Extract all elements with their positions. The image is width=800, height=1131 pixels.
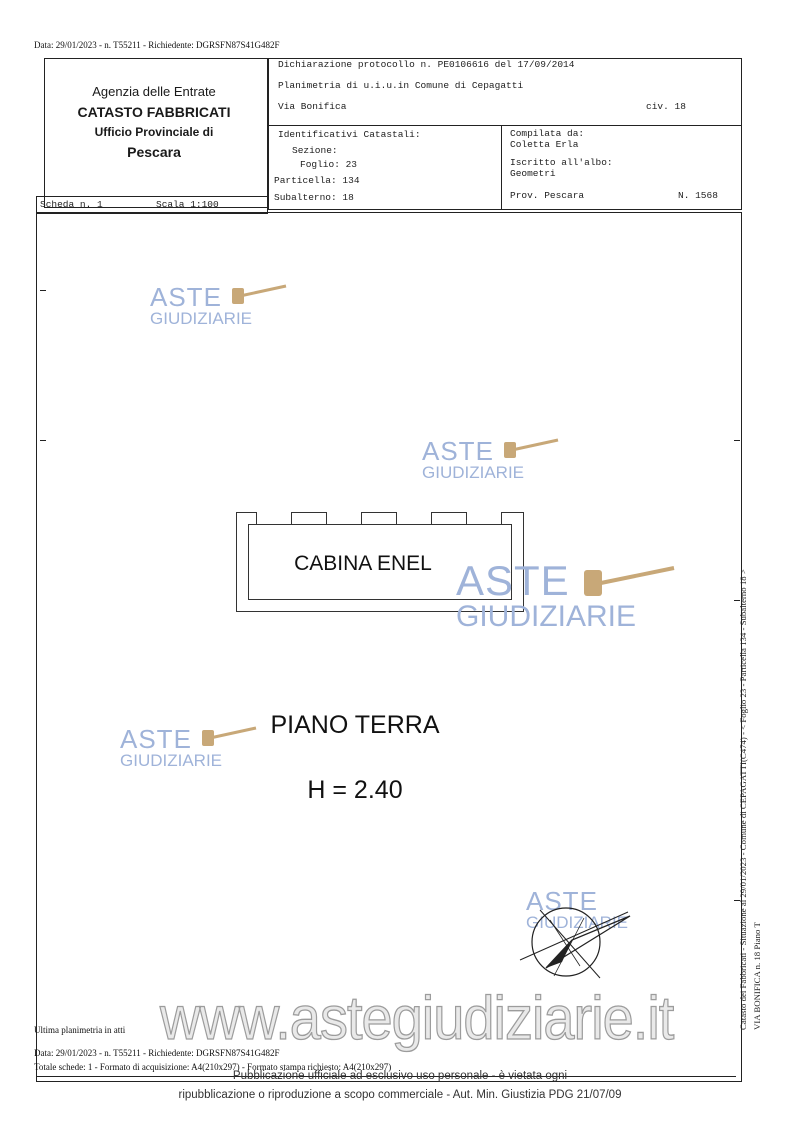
room-label: CABINA ENEL <box>294 552 432 575</box>
gavel-icon <box>230 282 290 306</box>
gavel-icon <box>582 562 678 598</box>
request-info-bottom: Data: 29/01/2023 - n. T55211 - Richiedente: DGRSFN87S41G482F <box>34 1048 280 1058</box>
aste-watermark-logo: ASTE GIUDIZIARIE <box>526 886 629 932</box>
compilata-label: Compilata da: <box>510 128 585 139</box>
compilata-name: Coletta Erla <box>510 139 579 150</box>
gavel-icon <box>200 724 260 748</box>
scheda-label: Scheda n. 1 <box>40 199 103 210</box>
catasto-label: CATASTO FABBRICATI <box>77 104 231 120</box>
civic-number: civ. 18 <box>646 101 686 112</box>
planimetria-text: Planimetria di u.i.u.in Comune di Cepagatti <box>278 80 524 91</box>
wall-opening <box>326 512 362 525</box>
publication-notice-line1: Pubblicazione ufficiale ad esclusivo uso personale - è vietata ogni <box>232 1070 568 1082</box>
publication-notice-line2: ripubblicazione o riproduzione a scopo commerciale - Aut. Min. Giustizia PDG 21/07/09 <box>178 1089 622 1101</box>
aste-watermark-logo: ASTE GIUDIZIARIE <box>422 438 524 481</box>
side-address-info: VIA BONIFICA n. 18 Piano T <box>752 922 762 1030</box>
iscritto-label: Iscritto all'albo: <box>510 157 613 168</box>
frame-tick <box>40 440 46 441</box>
wall-opening <box>256 512 292 525</box>
particella-value: Particella: 134 <box>274 175 360 186</box>
address-text: Via Bonifica <box>278 101 347 112</box>
request-info-top: Data: 29/01/2023 - n. T55211 - Richiedente: DGRSFN87S41G482F <box>34 40 280 50</box>
sezione-label: Sezione: <box>292 145 338 156</box>
agency-name: Agenzia delle Entrate <box>92 84 216 99</box>
identificativi-label: Identificativi Catastali: <box>278 129 421 140</box>
foglio-value: Foglio: 23 <box>300 159 358 170</box>
site-watermark: www.astegiudiziarie.it <box>160 982 674 1053</box>
wall-opening <box>396 512 432 525</box>
frame-tick <box>734 440 740 441</box>
dichiarazione-text: Dichiarazione protocollo n. PE0106616 del 17/09/2014 <box>278 59 575 70</box>
side-catasto-info: Catasto dei Fabbricati - Situazione al 29/01/2023 - Comune di CEPAGATTI(C474) - < Foglio 23 - Particella 134 - Subalterno 18 > <box>738 569 748 1030</box>
province-label: Prov. Pescara <box>510 190 585 201</box>
totale-schede-note: Totale schede: 1 - Formato di acquisizione: A4(210x297) - Formato stampa richiesto: A4(210x297) <box>34 1062 392 1072</box>
wall-opening <box>466 512 502 525</box>
aste-watermark-logo: ASTE GIUDIZIARIE <box>150 284 252 327</box>
iscritto-value: Geometri <box>510 168 556 179</box>
agency-title <box>46 82 262 162</box>
ufficio-city: Pescara <box>127 144 181 160</box>
subalterno-value: Subalterno: 18 <box>274 192 354 203</box>
ufficio-label: Ufficio Provinciale di <box>94 125 214 139</box>
ultima-planimetria-note: Ultima planimetria in atti <box>34 1025 126 1035</box>
gavel-icon <box>502 436 562 460</box>
aste-watermark-logo: ASTE GIUDIZIARIE <box>120 726 222 769</box>
aste-watermark-logo: ASTE GIUDIZIARIE <box>456 560 636 632</box>
floor-label: PIANO TERRA <box>270 711 440 739</box>
height-label: H = 2.40 <box>307 776 403 804</box>
north-arrow-icon <box>510 886 640 990</box>
scale-label: Scala 1:100 <box>156 199 219 210</box>
frame-tick <box>40 290 46 291</box>
registration-number: N. 1568 <box>678 190 718 201</box>
